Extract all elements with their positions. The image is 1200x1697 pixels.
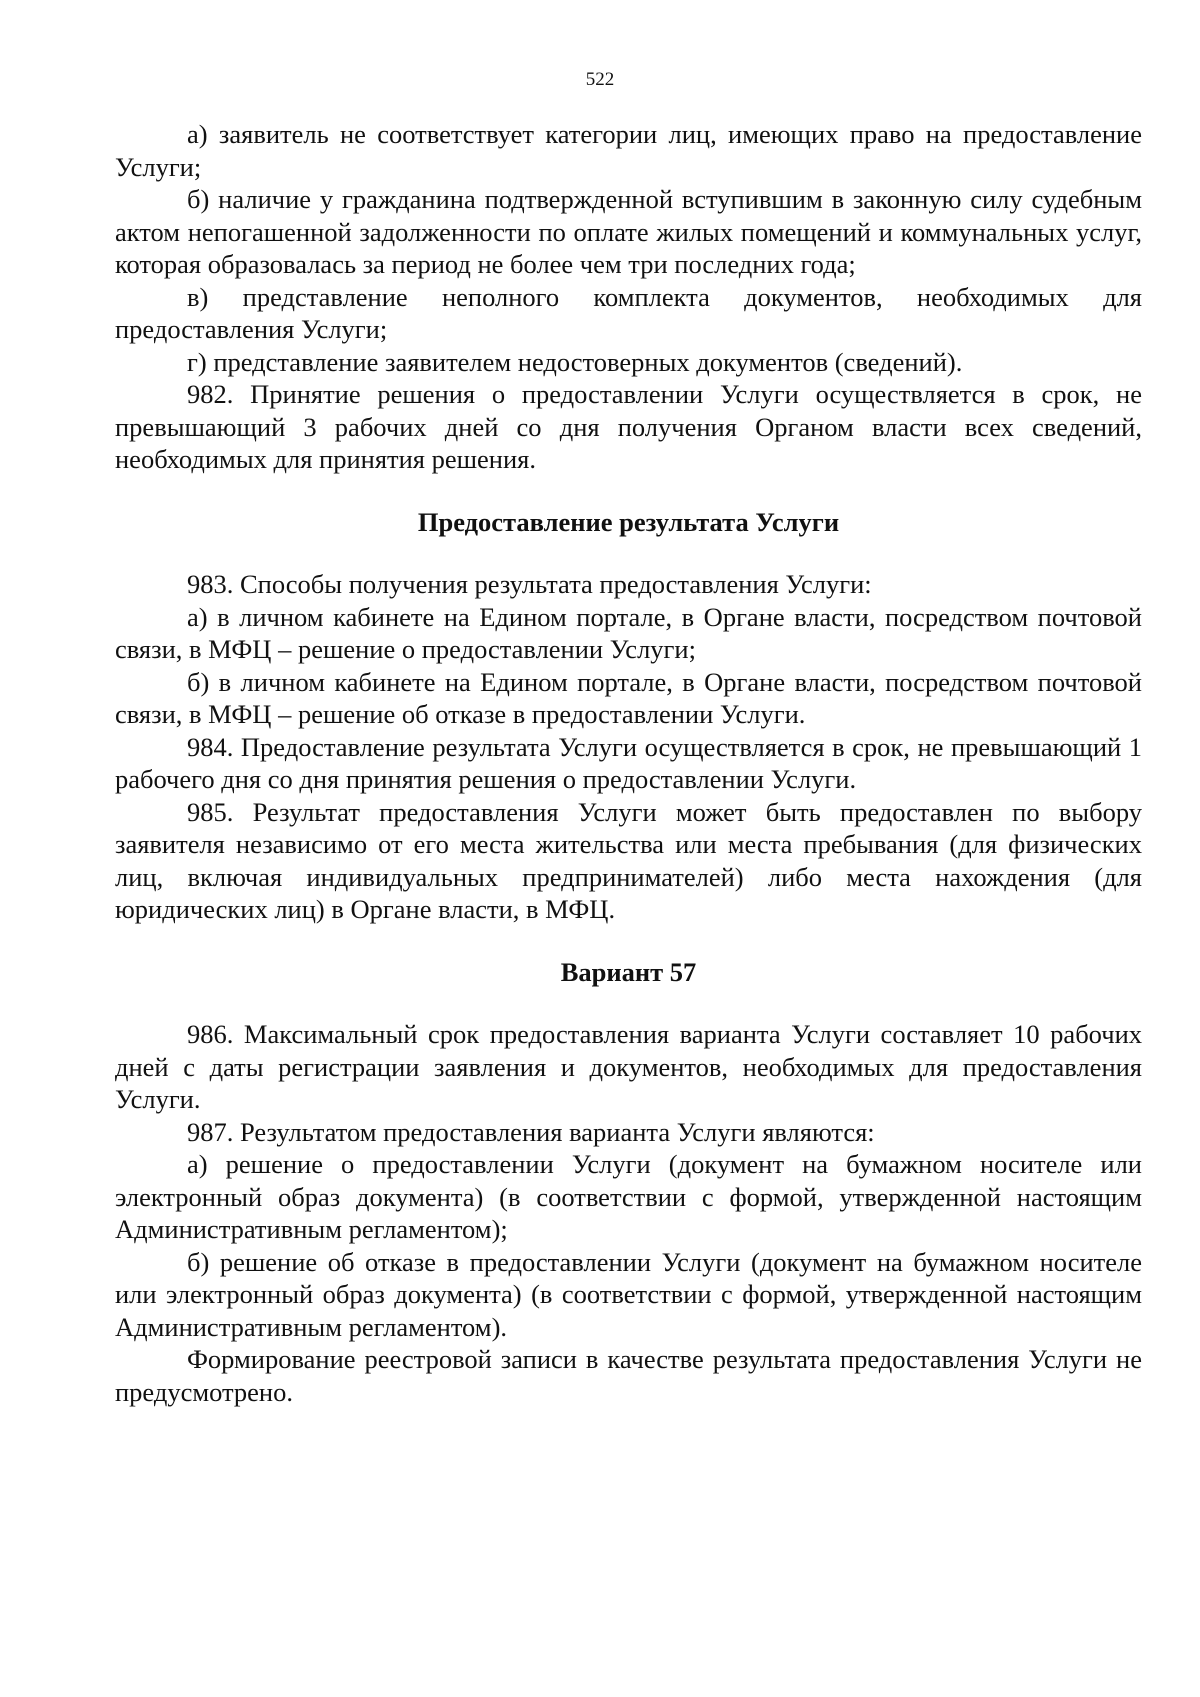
paragraph-984: 984. Предоставление результата Услуги осуществляется в срок, не превышающий 1 рабочего дня со дня принятия решения о предоставлении Услуги. <box>115 731 1142 794</box>
paragraph-1d: г) представление заявителем недостоверных документов (сведений). <box>187 346 963 377</box>
paragraph-987b: б) решение об отказе в предоставлении Услуги (документ на бумажном носителе или электронный образ документа) (в соответствии с формой, утвержденной настоящим Административным регламентом). <box>115 1246 1142 1342</box>
paragraph-982: 982. Принятие решения о предоставлении Услуги осуществляется в срок, не превышающий 3 рабочих дней со дня получения Органом власти всех сведений, необходимых для принятия решения. <box>115 379 1142 474</box>
paragraph-1c: в) представление неполного комплекта документов, необходимых для предоставления Услуги; <box>115 281 1142 344</box>
paragraph-983: 983. Способы получения результата предоставления Услуги: <box>187 569 872 599</box>
paragraph-985: 985. Результат предоставления Услуги может быть предоставлен по выбору заявителя независимо от его места жительства или места пребывания (для физических лиц, включая индивидуальных предпринимателей) либо места нахождения (для юридических лиц) в Органе власти, в МФЦ. <box>115 796 1142 924</box>
document-body <box>115 118 1142 1408</box>
paragraph-1a: а) заявитель не соответствует категории лиц, имеющих право на предоставление Услуги; <box>115 119 1142 182</box>
paragraph-986: 986. Максимальный срок предоставления варианта Услуги составляет 10 рабочих дней с даты регистрации заявления и документов, необходимых для предоставления Услуги. <box>115 1019 1142 1114</box>
paragraph-983b: б) в личном кабинете на Едином портале, в Органе власти, посредством почтовой связи, в МФЦ – решение об отказе в предоставлении Услуги. <box>115 666 1142 729</box>
section-heading-result: Предоставление результата Услуги <box>417 506 840 537</box>
page-number: 522 <box>585 69 615 90</box>
section-heading-variant: Вариант 57 <box>560 956 697 987</box>
paragraph-registry: Формирование реестровой записи в качестве результата предоставления Услуги не предусмотрено. <box>115 1344 1142 1407</box>
paragraph-983a: а) в личном кабинете на Едином портале, в Органе власти, посредством почтовой связи, в МФЦ – решение о предоставлении Услуги; <box>115 601 1142 664</box>
paragraph-1b: б) наличие у гражданина подтвержденной вступившим в законную силу судебным актом непогашенной задолженности по оплате жилых помещений и коммунальных услуг, которая образовалась за период не более чем три последних года; <box>115 184 1142 279</box>
paragraph-987a: а) решение о предоставлении Услуги (документ на бумажном носителе или электронный образ документа) (в соответствии с формой, утвержденной настоящим Административным регламентом); <box>115 1149 1142 1244</box>
paragraph-987: 987. Результатом предоставления варианта Услуги являются: <box>187 1116 875 1147</box>
